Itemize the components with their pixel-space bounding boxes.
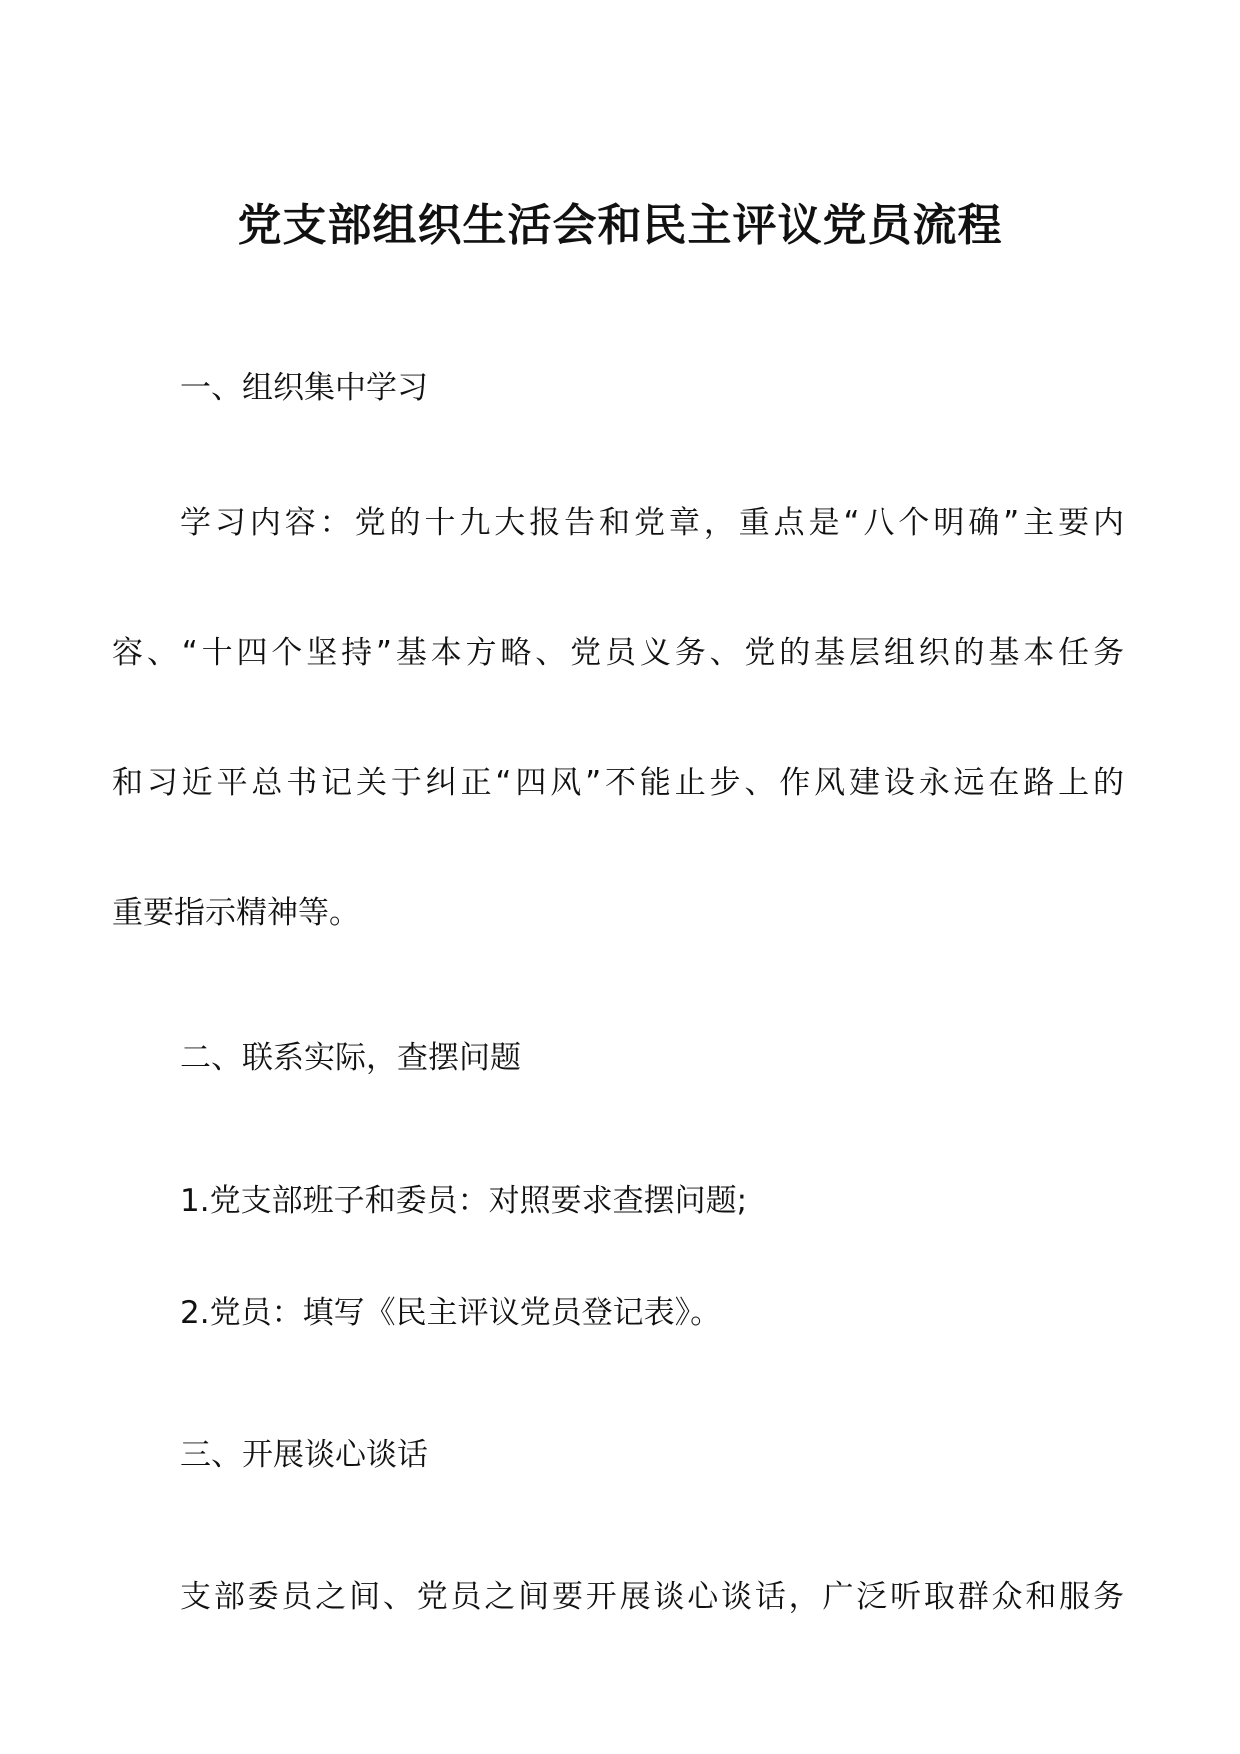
section3-heading: 三、开展谈心谈话: [180, 1437, 428, 1473]
section3-paragraph-line: 支部委员之间、党员之间要开展谈心谈话，广泛听取群众和服务: [180, 1579, 1124, 1615]
section2-list-item: 1.党支部班子和委员：对照要求查摆问题;: [180, 1183, 748, 1219]
section1-paragraph-line: 重要指示精神等。: [112, 895, 360, 931]
section1-paragraph-line: 容、“十四个坚持”基本方略、党员义务、党的基层组织的基本任务: [112, 635, 1124, 671]
section2-list-item: 2.党员：填写《民主评议党员登记表》。: [180, 1295, 722, 1331]
section1-paragraph-line: 和习近平总书记关于纠正“四风”不能止步、作风建设永远在路上的: [112, 765, 1124, 801]
document-title: 党支部组织生活会和民主评议党员流程: [237, 200, 1003, 251]
section1-paragraph-line: 学习内容：党的十九大报告和党章，重点是“八个明确”主要内: [180, 505, 1124, 541]
section2-heading: 二、联系实际，查摆问题: [180, 1040, 521, 1076]
section1-heading: 一、组织集中学习: [180, 370, 428, 406]
